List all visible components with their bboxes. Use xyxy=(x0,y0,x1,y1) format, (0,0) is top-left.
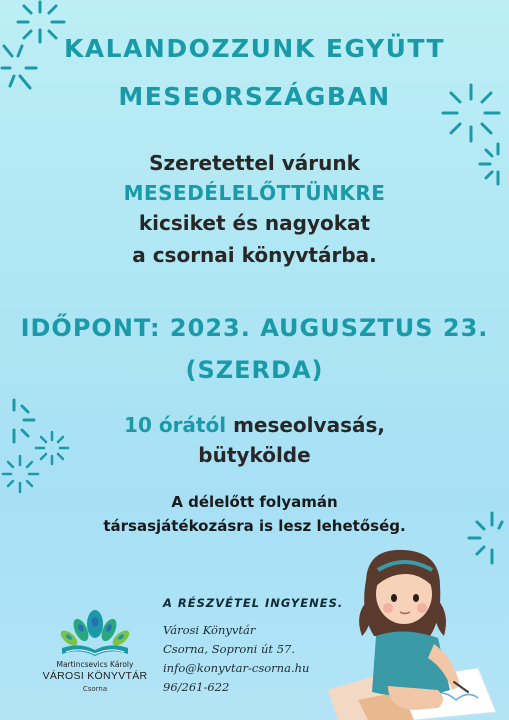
girl-drawing-illustration xyxy=(318,540,509,720)
invite-line-1: Szeretettel várunk xyxy=(149,151,360,175)
invite-line-2: MESEDÉLELŐTTÜNKRE xyxy=(123,181,386,205)
title-line-1: KALANDOZZUNK EGYÜTT xyxy=(63,34,446,63)
program-activity: meseolvasás, xyxy=(233,413,385,437)
program-line-2: bütykölde xyxy=(198,443,311,467)
contact-address: Csorna, Soproni út 57. xyxy=(163,642,295,656)
peacock-book-icon xyxy=(40,606,150,660)
contact-email: info@konyvtar-csorna.hu xyxy=(163,661,310,675)
date-line-1: IDŐPONT: 2023. AUGUSZTUS 23. xyxy=(20,314,489,342)
title-line-2: MESEORSZÁGBAN xyxy=(118,82,391,111)
contact-name: Városi Könyvtár xyxy=(163,623,256,637)
logo-small-text: Martincsevics Károly xyxy=(56,660,134,669)
games-line-1: A délelőtt folyamán xyxy=(171,493,338,511)
games-line-2: társasjátékozásra is lesz lehetőség. xyxy=(103,517,406,535)
contact-block xyxy=(163,621,309,697)
logo-big-text: VÁROSI KÖNYVTÁR xyxy=(42,670,148,682)
program-time: 10 órától xyxy=(124,413,227,437)
program-line-1 xyxy=(0,410,509,440)
library-logo xyxy=(40,606,150,714)
logo-city-text: Csorna xyxy=(82,685,108,693)
contact-phone: 96/261-622 xyxy=(163,680,230,694)
free-participation-note: A RÉSZVÉTEL INGYENES. xyxy=(163,596,344,610)
date-line-2: (SZERDA) xyxy=(185,356,324,384)
invite-line-3: kicsiket és nagyokat xyxy=(138,211,371,235)
invite-line-4: a csornai könyvtárba. xyxy=(132,243,377,267)
